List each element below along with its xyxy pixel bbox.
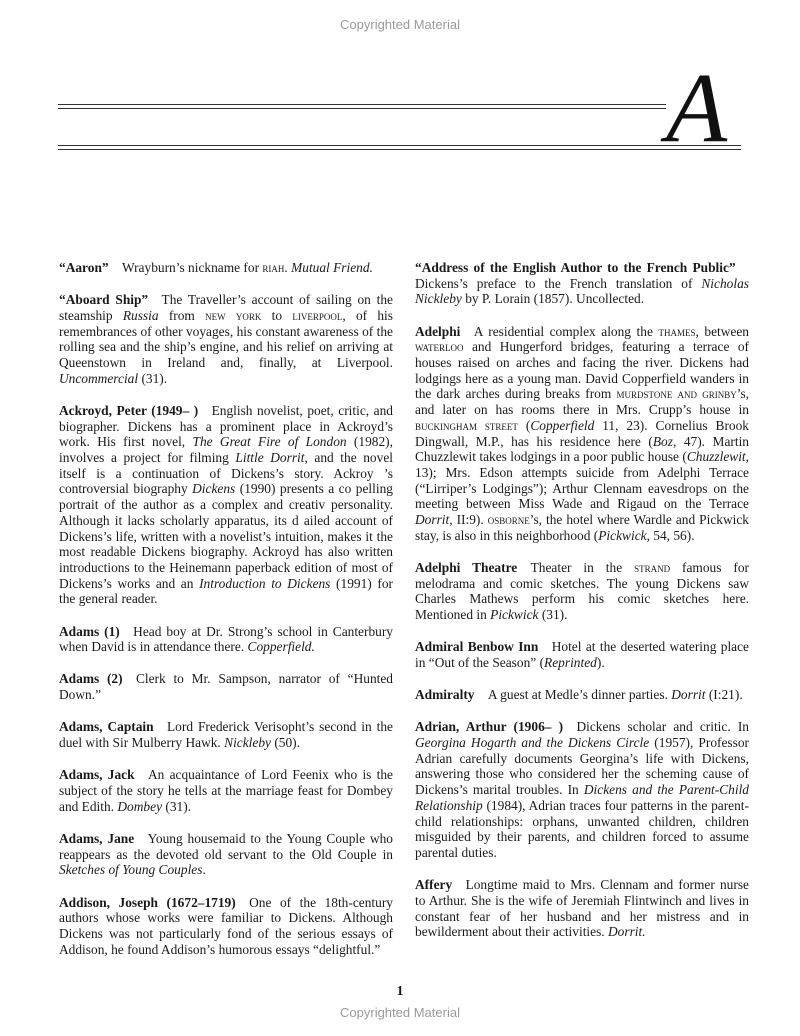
header-rule: [58, 104, 666, 105]
dictionary-entry: [415, 639, 749, 670]
entry-definition: Head boy at Dr. Strong’s school in Canterbury when David is in attendance there. Copperfield.: [59, 623, 394, 655]
section-letter: A: [666, 52, 728, 163]
entry-headword: Admiral Benbow Inn: [415, 639, 539, 655]
entry-headword: Adams (1): [59, 623, 120, 639]
dictionary-entry: [415, 560, 749, 623]
dictionary-entry: [59, 292, 393, 386]
entry-definition: Longtime maid to Mrs. Clennam and former nurse to Arthur. She is the wife of Jeremiah Flintwinch and lives in constant fear of her husband and her mistress and in bewilderment about their activities. Dorrit.: [415, 877, 749, 940]
entry-definition: Hotel at the deserted watering place in “Out of the Season” (Reprinted).: [415, 639, 750, 670]
copyright-watermark-bottom: Copyrighted Material: [340, 1005, 460, 1020]
dictionary-entry: [415, 719, 749, 860]
entry-definition: One of the 18th-century authors whose works were familiar to Dickens. Although Dickens was not particularly fond of the serious essays of Addison, he found Addison’s humorous essays “delightful.”: [59, 894, 393, 957]
copyright-watermark-top: Copyrighted Material: [340, 17, 460, 32]
entry-definition: An acquaintance of Lord Feenix who is the subject of the story he tells at the marriage feast for Dombey and Edith. Dombey (31).: [59, 767, 394, 814]
entry-headword: Ackroyd, Peter (1949– ): [59, 402, 199, 418]
entry-definition: Young housemaid to the Young Couple who reappears as the devoted old servant to the Old Couple in Sketches of Young Couples.: [59, 830, 393, 878]
dictionary-entry: [59, 895, 393, 958]
entry-definition: Lord Frederick Verisopht’s second in the duel with Sir Mulberry Hawk. Nickleby (50).: [59, 719, 393, 751]
entry-definition: A guest at Medle’s dinner parties. Dorrit (I:21).: [487, 687, 743, 703]
entry-definition: Theater in the strand famous for melodrama and comic sketches. The young Dickens saw Charles Mathews perform his comic sketches here. Mentioned in Pickwick (31).: [415, 559, 749, 623]
page-number: 1: [396, 984, 404, 999]
entry-headword: Admiralty: [415, 687, 475, 703]
dictionary-entry: [59, 403, 393, 607]
entry-headword: “Aboard Ship”: [59, 292, 149, 308]
entry-headword: Adams, Jack: [59, 767, 135, 783]
entry-headword: Adams (2): [59, 671, 123, 687]
entry-headword: Adelphi: [415, 323, 461, 339]
left-column: [59, 260, 393, 974]
entry-definition: English novelist, poet, critic, and biographer. Dickens has a prominent place in Ackroyd’s work. His first novel, The Great Fire of London (1982), involves a project for filming Little Dorrit, and the novel itself is a continuation of Dickens’s story. Ackroy ’s controversial biography Dickens (1990) presents a co pelling portrait of the author as a complex and creativ personality. Although it lacks scholarly apparatus, its d ailed account of Dickens’s life, written with a novelist’s intuition, makes it the most readable Dickens biography. Ackroyd has also written introductions to the Heinemann paperback edition of most of Dickens’s works and an Introduction to Dickens (1991) for the general reader.: [59, 402, 393, 607]
entry-headword: “Aaron”: [59, 260, 109, 275]
dictionary-entry: [59, 260, 393, 276]
entry-headword: Adrian, Arthur (1906– ): [415, 719, 564, 735]
entry-headword: “Address of the English Author to the French Public”: [415, 260, 736, 275]
dictionary-entry: [415, 260, 749, 307]
header-rule: [58, 149, 741, 150]
entry-definition: The Traveller’s account of sailing on the steamship Russia from new york to liverpool, of his remembrances of other voyages, his constant awareness of the rolling sea and the ship’s engine, and his relief on arriving at Queenstown in Ireland and, finally, at Liverpool. Uncommercial (31).: [59, 292, 393, 386]
dictionary-entry: [415, 687, 749, 703]
right-column: [415, 260, 749, 957]
header-rule: [58, 145, 741, 146]
dictionary-entry: [59, 831, 393, 878]
entry-headword: Addison, Joseph (1672–1719): [59, 894, 236, 910]
entry-definition: Clerk to Mr. Sampson, narrator of “Hunted Down.”: [59, 671, 394, 703]
entry-definition: Wrayburn’s nickname for riah. Mutual Friend.: [122, 260, 373, 275]
entry-definition: A residential complex along the thames, between waterloo and Hungerford bridges, featuring a terrace of houses raised on arches and facing the river. Dickens had lodgings here as a young man. David Copperfield wanders in the dark arches during breaks from murdstone and grinby’s, and later on has rooms there in Mrs. Crupp’s house in buckingham street (Copperfield 11, 23). Cornelius Brook Dingwall, M.P., has his residence here (Boz, 47). Martin Chuzzlewit takes lodgings in a poor public house (Chuzzlewit, 13); Mrs. Edson attempts suicide from Adelphi Terrace (“Lirriper’s Lodgings”); Arthur Clennam eavesdrops on the meeting between Miss Wade and Rigaud on the Terrace Dorrit, II:9). osborne’s, the hotel where Wardle and Pickwick stay, is also in this neighborhood (Pickwick, 54, 56).: [415, 323, 750, 543]
entry-definition: Dickens scholar and critic. In Georgina Hogarth and the Dickens Circle (1957), Professor Adrian carefully documents Georgina’s life with Dickens, answering those who considered her the scheming cause of Dickens’s marital troubles. In Dickens and the Parent-Child Relationship (1984), Adrian traces four patterns in the parent-child relationships: orphans, unwanted children, children misguided by their parents, and children forced to assume parental duties.: [415, 719, 750, 860]
entry-definition: Dickens’s preface to the French translation of Nicholas Nickleby by P. Lorain (1857). Uncollected.: [415, 275, 749, 307]
entry-headword: Adams, Captain: [59, 719, 154, 735]
entry-headword: Adams, Jane: [59, 830, 135, 846]
dictionary-entry: [59, 624, 393, 655]
dictionary-entry: [59, 767, 393, 814]
dictionary-entry: [415, 324, 749, 544]
header-rule: [58, 108, 666, 109]
entry-headword: Adelphi Theatre: [415, 559, 518, 575]
dictionary-entry: [415, 877, 749, 940]
entry-headword: Affery: [415, 877, 453, 893]
dictionary-entry: [59, 671, 393, 702]
dictionary-entry: [59, 719, 393, 750]
